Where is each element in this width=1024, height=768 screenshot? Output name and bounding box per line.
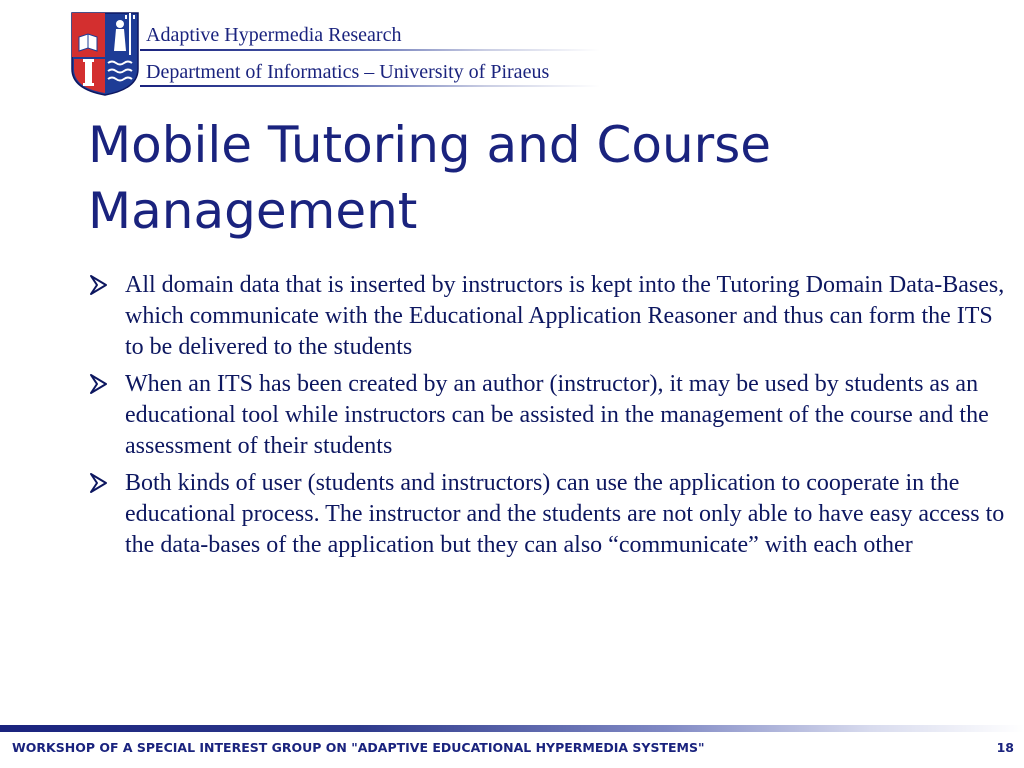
header-divider-bottom [140,85,600,87]
department-name: Department of Informatics – University of Piraeus [146,61,550,83]
slide-title: Mobile Tutoring and Course Management [88,116,772,240]
arrowhead-bullet-icon [88,371,110,397]
footer-divider [0,725,1024,732]
university-seal-icon [70,11,140,96]
bullet-list [88,270,1013,567]
bullet-item [88,270,1013,363]
page-number: 18 [996,740,1014,755]
bullet-text: Both kinds of user (students and instructors) can use the application to cooperate in the educational process. The instructor and the students are not only able to have easy access to the data-bases of the application but they can also “communicate” with each other [125,470,1005,558]
research-group-name: Adaptive Hypermedia Research [146,24,402,46]
bullet-item [88,369,1013,462]
arrowhead-bullet-icon [88,470,110,496]
arrowhead-bullet-icon [88,272,110,298]
footer-workshop-title: WORKSHOP OF A SPECIAL INTEREST GROUP ON "ADAPTIVE EDUCATIONAL HYPERMEDIA SYSTEMS" [12,740,705,755]
header-divider-top [140,49,600,51]
bullet-text: When an ITS has been created by an author (instructor), it may be used by students as an educational tool while instructors can be assisted in the management of the course and the assessment of their students [125,371,989,459]
bullet-item [88,468,1013,561]
bullet-text: All domain data that is inserted by instructors is kept into the Tutoring Domain Data-Bases, which communicate with the Educational Application Reasoner and thus can form the ITS to be delivered to the students [125,272,1005,360]
